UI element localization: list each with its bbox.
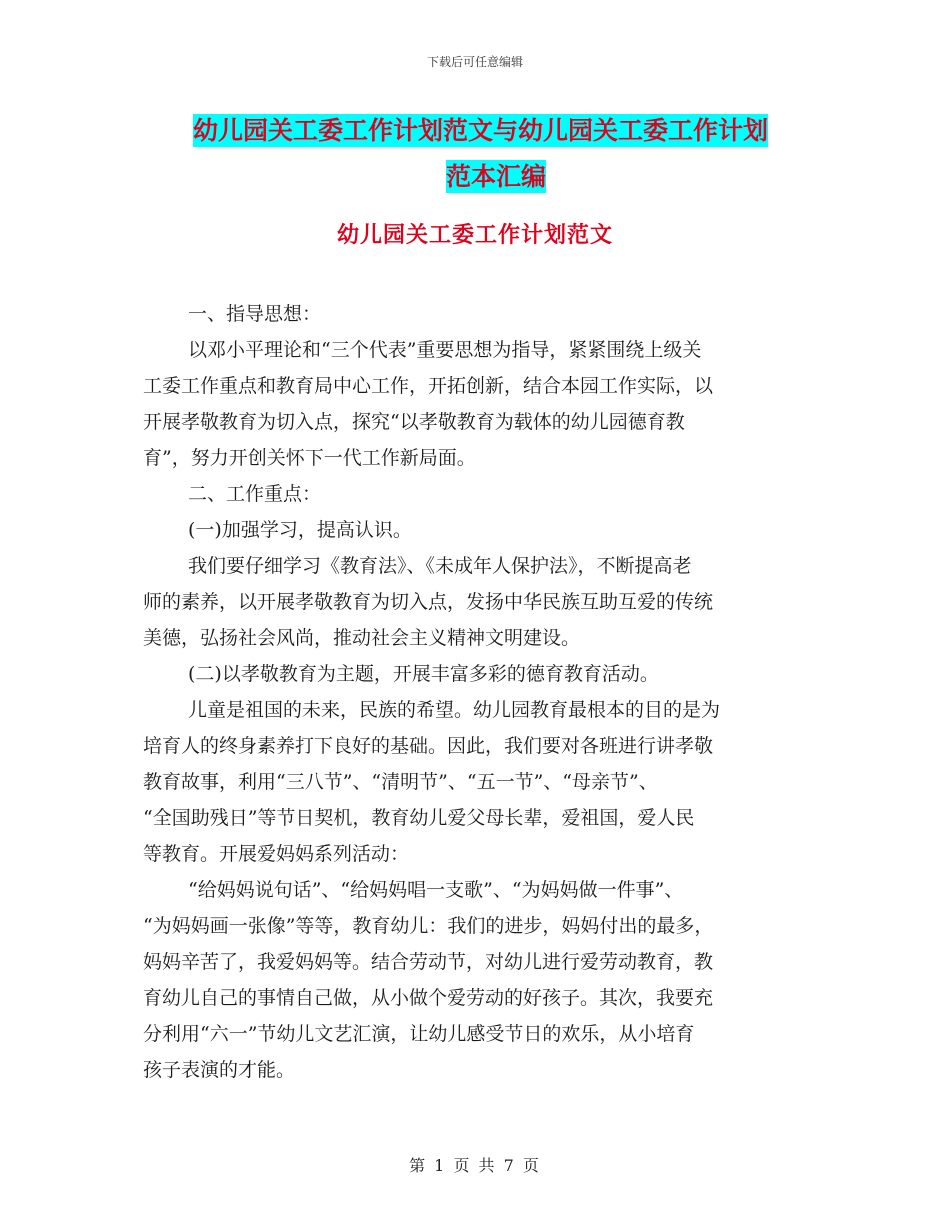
- subheading-filial-education: (二)以孝敬教育为主题，开展丰富多彩的德育教育活动。: [188, 663, 659, 685]
- heading-guiding-thought: 一、指导思想：: [188, 303, 322, 325]
- paragraph-study: 我们要仔细学习《教育法》、《未成年人保护法》，不断提高老 师的素养，以开展孝敬教育为切入点，发扬中华民族互助互爱的传统 美德，弘扬社会风尚，推动社会主义精神文明建设。: [143, 555, 714, 649]
- header-note: 下载后可任意编辑: [426, 55, 523, 69]
- paragraph-love-mother-activities: “给妈妈说句话”、“给妈妈唱一支歌”、“为妈妈做一件事”、 “为妈妈画一张像”等等，教育幼儿：我们的进步，妈妈付出的最多， 妈妈辛苦了，我爱妈妈等。结合劳动节，对幼儿进行爱劳动教育，教 育幼儿自己的事情自己做，从小做个爱劳动的好孩子。其次，我要充 分利用“六一”节幼儿文艺汇演，让幼儿感受节日的欢乐，从小培育 孩子表演的才能。: [143, 879, 714, 1081]
- subheading-study: (一)加强学习，提高认识。: [188, 519, 412, 541]
- title-line-2: 范本汇编: [445, 162, 546, 191]
- heading-work-focus: 二、工作重点：: [188, 483, 322, 505]
- title-line-1: 幼儿园关工委工作计划范文与幼儿园关工委工作计划: [193, 116, 769, 145]
- document-body: [143, 296, 815, 1088]
- page-number: 第 1 页 共 7 页: [409, 1156, 541, 1175]
- paragraph-children-future: 儿童是祖国的未来，民族的希望。幼儿园教育最根本的目的是为 培育人的终身素养打下良好的基础。因此，我们要对各班进行讲孝敬 教育故事，利用“三八节”、“清明节”、“五一节”、“母亲节”、 “全国助残日”等节日契机，教育幼儿爱父母长辈，爱祖国，爱人民 等教育。开展爱妈妈系列活动：: [143, 699, 721, 865]
- document-title: [193, 108, 813, 200]
- paragraph-guiding-thought: 以邓小平理论和“三个代表”重要思想为指导，紧紧围绕上级关 工委工作重点和教育局中心工作，开拓创新，结合本园工作实际，以 开展孝敬教育为切入点，探究“以孝敬教育为载体的幼儿园德育教 育”，努力开创关怀下一代工作新局面。: [143, 339, 714, 469]
- section-title: 幼儿园关工委工作计划范文: [336, 223, 613, 248]
